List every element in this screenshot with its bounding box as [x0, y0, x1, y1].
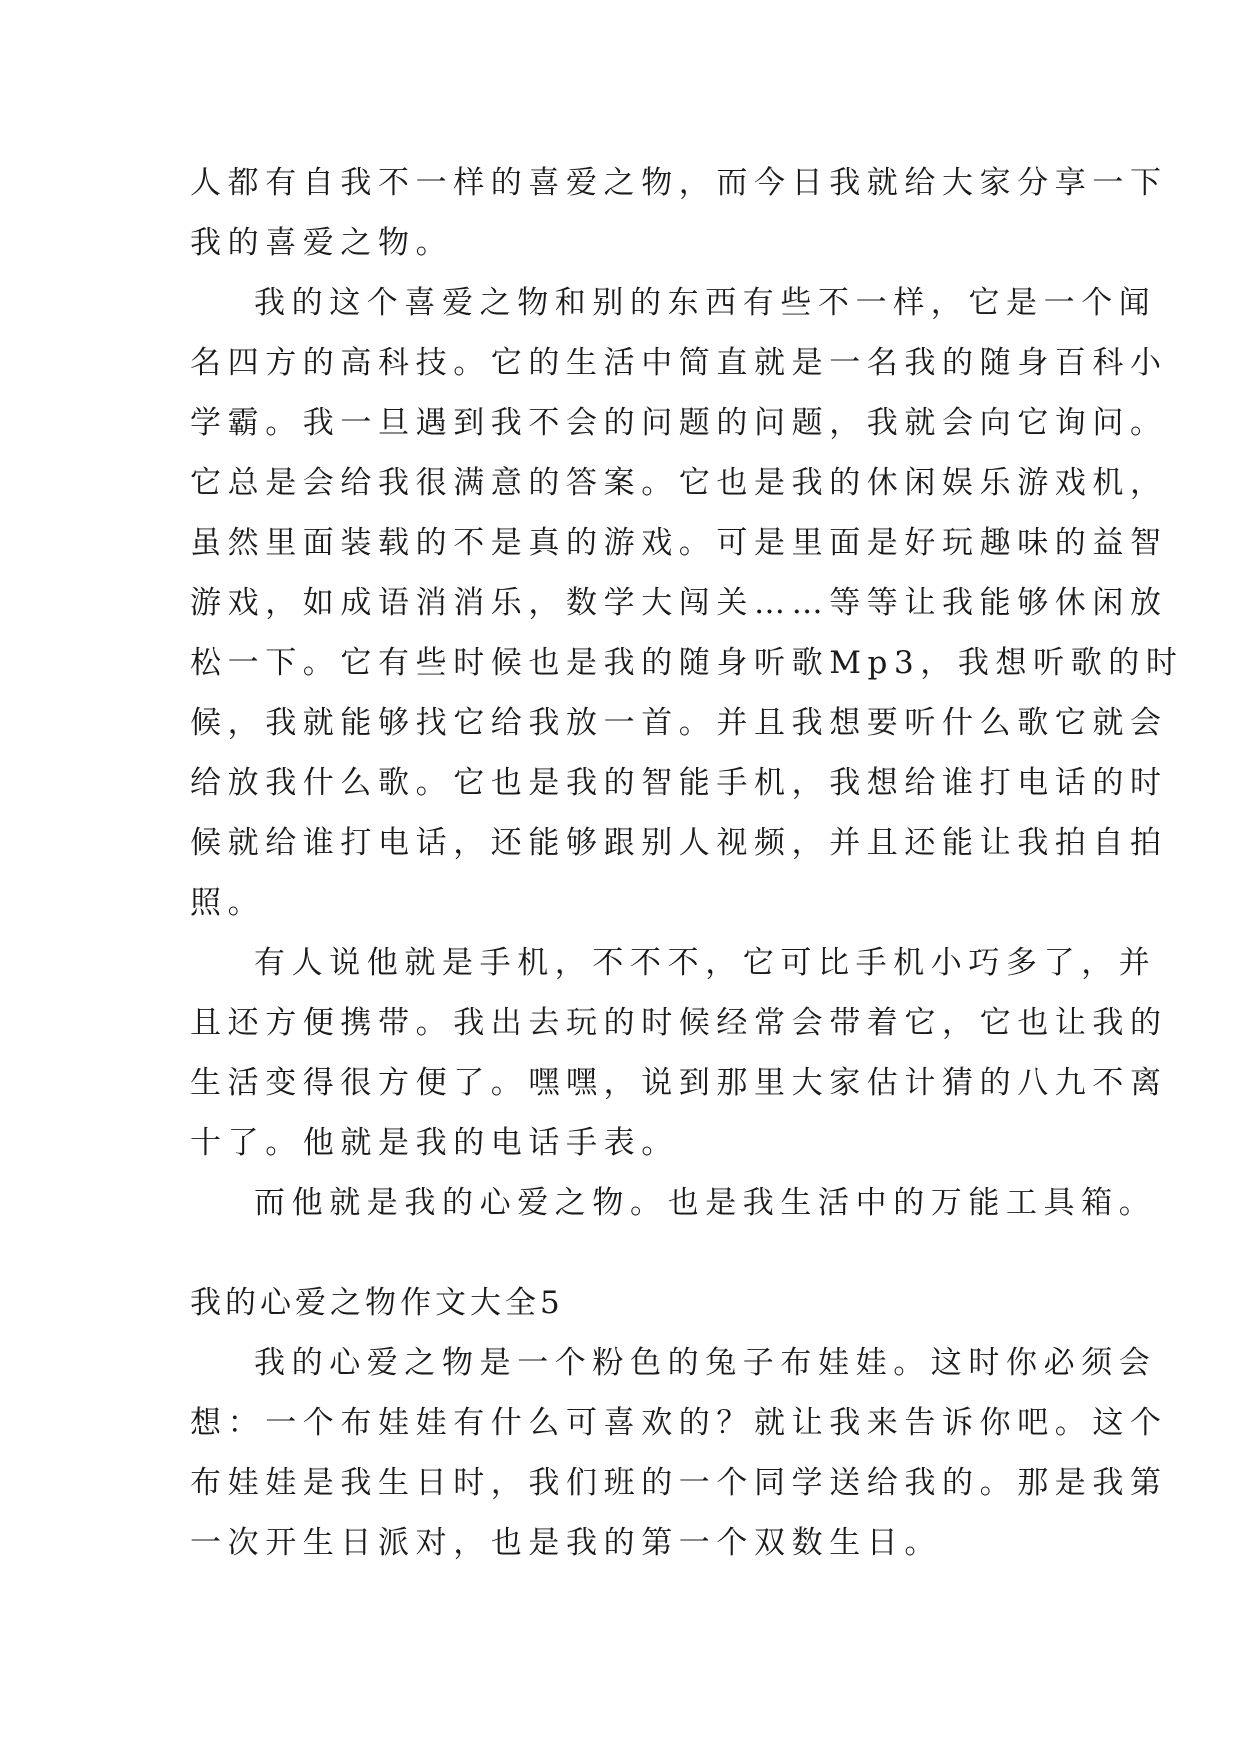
- body-text-line: 布娃娃是我生日时，我们班的一个同学送给我的。那是我第: [190, 1465, 1168, 1501]
- paragraph-first-line: 有人说他就是手机，不不不，它可比手机小巧多了，并: [254, 945, 1157, 981]
- body-text-line: 候，我就能够找它给我放一首。并且我想要听什么歌它就会: [190, 705, 1168, 741]
- body-text-line: 且还方便携带。我出去玩的时候经常会带着它，它也让我的: [190, 1005, 1168, 1041]
- paragraph-first-line: 而他就是我的心爱之物。也是我生活中的万能工具箱。: [254, 1185, 1157, 1221]
- body-text-line: 松一下。它有些时候也是我的随身听歌Mp3，我想听歌的时: [190, 645, 1184, 681]
- paragraph-first-line: 我的这个喜爱之物和别的东西有些不一样，它是一个闻: [254, 285, 1157, 321]
- body-text-line: 一次开生日派对，也是我的第一个双数生日。: [190, 1525, 942, 1561]
- body-text-line: 游戏，如成语消消乐，数学大闯关……等等让我能够休闲放: [190, 585, 1168, 621]
- body-text-line: 生活变得很方便了。嘿嘿，说到那里大家估计猜的八九不离: [190, 1065, 1168, 1101]
- body-text-line: 虽然里面装载的不是真的游戏。可是里面是好玩趣味的益智: [190, 525, 1168, 561]
- body-text-line: 候就给谁打电话，还能够跟别人视频，并且还能让我拍自拍: [190, 825, 1168, 861]
- body-text-line: 学霸。我一旦遇到我不会的问题的问题，我就会向它询问。: [190, 405, 1168, 441]
- body-text-line: 十了。他就是我的电话手表。: [190, 1125, 679, 1161]
- body-text-line: 想：一个布娃娃有什么可喜欢的？就让我来告诉你吧。这个: [190, 1405, 1168, 1441]
- body-text-line: 它总是会给我很满意的答案。它也是我的休闲娱乐游戏机，: [190, 465, 1168, 501]
- section-heading: 我的心爱之物作文大全5: [190, 1285, 564, 1321]
- paragraph-first-line: 我的心爱之物是一个粉色的兔子布娃娃。这时你必须会: [254, 1345, 1157, 1381]
- body-text-line: 名四方的高科技。它的生活中简直就是一名我的随身百科小: [190, 345, 1168, 381]
- body-text-line: 我的喜爱之物。: [190, 225, 454, 261]
- body-text-line: 照。: [190, 885, 266, 921]
- body-text-line: 人都有自我不一样的喜爱之物，而今日我就给大家分享一下: [190, 165, 1168, 201]
- body-text-line: 给放我什么歌。它也是我的智能手机，我想给谁打电话的时: [190, 765, 1168, 801]
